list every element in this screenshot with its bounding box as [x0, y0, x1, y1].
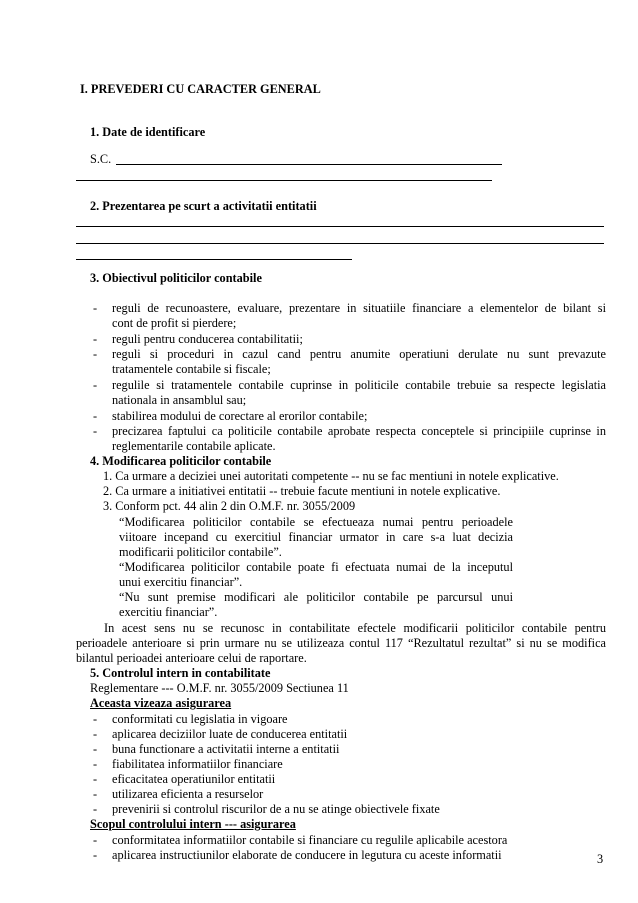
bullet-dash: - [93, 802, 98, 816]
bullet-dash: - [93, 742, 98, 756]
bullet-line: reguli si proceduri in cazul cand pentru anumite operatiuni derulate nu sunt prevazute [112, 347, 606, 361]
bullet-dash: - [93, 378, 98, 392]
quote-line: unui exercitiu financiar”. [119, 575, 243, 589]
paragraph-line: In acest sens nu se recunosc in contabilitate efectele modificarii politicilor contabile pentru [104, 621, 606, 635]
quote-line: “Modificarea politicilor contabile poate fi efectuata numai de la inceputul [119, 560, 513, 574]
numbered-item: 3. Conform pct. 44 alin 2 din O.M.F. nr. 3055/2009 [103, 499, 356, 513]
bullet-line: eficacitatea operatiunilor entitatii [112, 772, 276, 786]
bullet-dash: - [93, 409, 98, 423]
heading-obiectiv: 3. Obiectivul politicilor contabile [90, 271, 262, 285]
blank-line [116, 164, 502, 165]
bullet-line: tratamentele contabile si fiscale; [112, 362, 271, 376]
bullet-dash: - [93, 332, 98, 346]
quote-line: “Nu sunt premise modificari ale politicilor contabile pe parcursul unui [119, 590, 513, 604]
bullet-dash: - [93, 712, 98, 726]
bullet-dash: - [93, 727, 98, 741]
bullet-dash: - [93, 833, 98, 847]
blank-line [76, 259, 352, 260]
paragraph-line: bilantul perioadei anterioare celui de raportare. [76, 651, 307, 665]
bullet-line: conformitatea informatiilor contabile si financiare cu regulile aplicabile acestora [112, 833, 508, 847]
bullet-line: nationala in ansamblul sau; [112, 393, 247, 407]
bullet-line: reguli de recunoastere, evaluare, prezentare in situatiile financiare a elementelor de bilant si [112, 301, 606, 315]
blank-line [76, 226, 604, 227]
bullet-line: utilizarea eficienta a resurselor [112, 787, 264, 801]
heading-control-intern: 5. Controlul intern in contabilitate [90, 666, 271, 680]
bullet-dash: - [93, 772, 98, 786]
bullet-dash: - [93, 757, 98, 771]
scop-heading: Scopul controlului intern --- asigurarea [90, 817, 296, 831]
bullet-line: buna functionare a activitatii interne a entitatii [112, 742, 340, 756]
reglementare-text: Reglementare --- O.M.F. nr. 3055/2009 Sectiunea 11 [90, 681, 349, 695]
bullet-line: aplicarea deciziilor luate de conducerea entitatii [112, 727, 348, 741]
bullet-line: reglementarile contabile aplicate. [112, 439, 276, 453]
numbered-item: 1. Ca urmare a deciziei unei autoritati competente -- nu se fac mentiuni in notele explicative. [103, 469, 559, 483]
bullet-line: fiabilitatea informatiilor financiare [112, 757, 283, 771]
quote-line: exercitiu financiar”. [119, 605, 218, 619]
bullet-dash: - [93, 424, 98, 438]
page-number: 3 [597, 852, 604, 866]
bullet-line: aplicarea instructiunilor elaborate de conducere in legutura cu aceste informatii [112, 848, 502, 862]
blank-line [76, 243, 604, 244]
blank-line [76, 180, 492, 181]
bullet-dash: - [93, 347, 98, 361]
bullet-dash: - [93, 848, 98, 862]
bullet-line: cont de profit si pierdere; [112, 316, 237, 330]
paragraph-line: perioadele anterioare si prin urmare nu se utilizeaza contul 117 “Rezultatul rezultat” si nu se modifica [76, 636, 606, 650]
sc-label: S.C. [90, 152, 112, 166]
quote-line: viitoare incepand cu exercitiul financiar urmator in care s-a luat decizia [119, 530, 513, 544]
numbered-item: 2. Ca urmare a initiativei entitatii -- trebuie facute mentiuni in notele explicative. [103, 484, 501, 498]
heading-prezentarea: 2. Prezentarea pe scurt a activitatii entitatii [90, 199, 317, 213]
bullet-line: conformitati cu legislatia in vigoare [112, 712, 288, 726]
bullet-line: reguli pentru conducerea contabilitatii; [112, 332, 303, 346]
quote-line: “Modificarea politicilor contabile se efectueaza numai pentru perioadele [119, 515, 513, 529]
bullet-dash: - [93, 787, 98, 801]
bullet-line: regulile si tratamentele contabile cuprinse in politicile contabile trebuie sa respecte legislatia [112, 378, 606, 392]
vizeaza-heading: Aceasta vizeaza asigurarea [90, 696, 232, 710]
bullet-dash: - [93, 301, 98, 315]
heading-modificarea: 4. Modificarea politicilor contabile [90, 454, 272, 468]
bullet-line: stabilirea modului de corectare al erorilor contabile; [112, 409, 368, 423]
bullet-line: precizarea faptului ca politicile contabile aprobate respecta conceptele si principiile cuprinse in [112, 424, 606, 438]
quote-line: modificarii politicilor contabile”. [119, 545, 282, 559]
bullet-line: prevenirii si controlul riscurilor de a nu se atinge obiectivele fixate [112, 802, 440, 816]
heading-date-identificare: 1. Date de identificare [90, 125, 206, 139]
section-title: I. PREVEDERI CU CARACTER GENERAL [80, 82, 321, 96]
